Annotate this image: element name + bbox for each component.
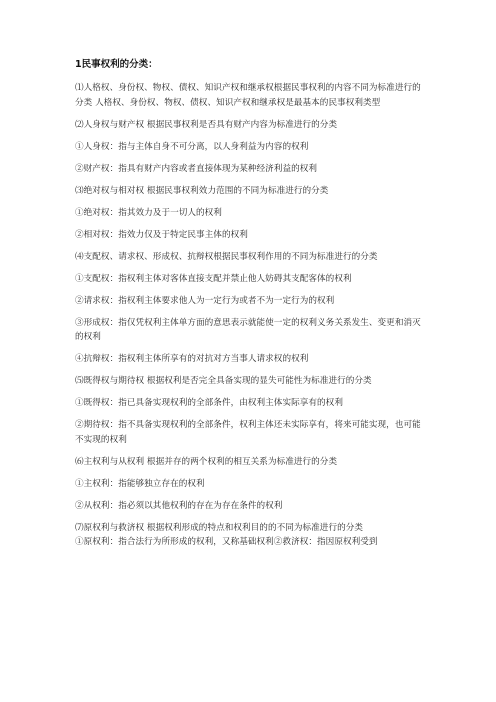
paragraph-category-3: ⑶绝对权与相对权 根据民事权利效力范围的不同为标准进行的分类	[75, 185, 329, 196]
paragraph-category-6: ⑹主权利与从权利 根据并存的两个权利的相互关系为标准进行的分类	[75, 456, 338, 467]
paragraph-expectant-right: ②期待权：指不具备实现权利的全部条件，权利主体还未实际享有，将来可能实现，也可能不实现的权利	[75, 420, 421, 445]
paragraph-category-5: ⑸既得权与期待权 根据权利是否完全具备实现的显失可能性为标准进行的分类	[75, 376, 372, 386]
paragraph-claim-right: ②请求权：指权利主体要求他人为一定行为或者不为一定行为的权利	[75, 295, 335, 306]
paragraph-accessory-right: ②从权利：指必须以其他权利的存在为存在条件的权利	[75, 500, 283, 511]
paragraph-defense-right: ④抗辩权：指权利主体所享有的对抗对方当事人请求权的权利	[75, 354, 309, 364]
paragraph-formation-right: ③形成权：指仅凭权利主体单方面的意思表示就能使一定的权利义务关系发生、变更和消灭的权利	[75, 317, 421, 342]
section-heading: 1民事权利的分类：	[75, 59, 158, 70]
paragraph-category-1: ⑴人格权、身份权、物权、债权、知识产权和继承权根据民事权利的内容不同为标准进行的分类 人格权、身份权、物权、债权、知识产权和继承权是最基本的民事权利类型	[75, 83, 421, 108]
paragraph-category-2: ⑵人身权与财产权 根据民事权利是否具有财产内容为标准进行的分类	[75, 119, 338, 130]
paragraph-category-4: ⑷支配权、请求权、形成权、抗辩权根据民事权利作用的不同为标准进行的分类	[75, 251, 378, 262]
paragraph-category-7: ⑺原权利与救济权 根据权利形成的特点和权利目的的不同为标准进行的分类	[75, 522, 364, 533]
paragraph-property-right: ②财产权：指具有财产内容或者直接体现为某种经济利益的权利	[75, 163, 318, 174]
paragraph-personal-right: ①人身权：指与主体自身不可分离，以人身利益为内容的权利	[75, 141, 309, 152]
document-body	[75, 58, 427, 550]
paragraph-dominion-right: ①支配权：指权利主体对客体直接支配并禁止他人妨碍其支配客体的权利	[75, 273, 352, 284]
paragraph-absolute-right: ①绝对权：指其效力及于一切人的权利	[75, 207, 222, 218]
paragraph-principal-right: ①主权利：指能够独立存在的权利	[75, 478, 205, 489]
paragraph-original-right: ①原权利：指合法行为所形成的权利，又称基础权利②救济权：指因原权利受到	[75, 537, 378, 547]
paragraph-relative-right: ②相对权：指效力仅及于特定民事主体的权利	[75, 229, 248, 240]
paragraph-vested-right: ①既得权：指已具备实现权利的全部条件，由权利主体实际享有的权利	[75, 398, 343, 408]
